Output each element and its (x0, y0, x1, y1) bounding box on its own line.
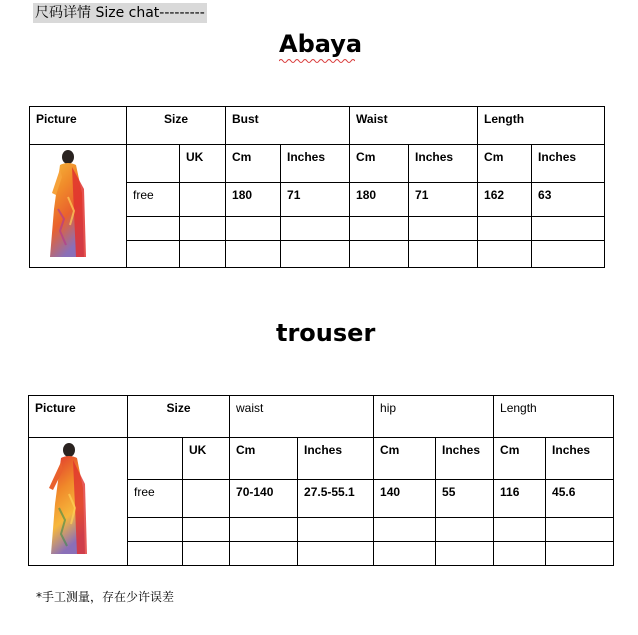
trouser-size-table (28, 395, 614, 566)
length-cm-subheader: Cm (494, 438, 546, 480)
abaya-picture (30, 145, 127, 268)
empty-cell (546, 542, 614, 566)
empty-cell (128, 542, 183, 566)
bust-inches-subheader: Inches (281, 145, 350, 183)
waist-cm-subheader: Cm (230, 438, 298, 480)
empty-cell (230, 518, 298, 542)
empty-cell (409, 217, 478, 241)
empty-cell (281, 241, 350, 268)
waist-inches-value: 27.5-55.1 (298, 480, 374, 518)
uk-subheader: UK (180, 145, 226, 183)
uk-value (180, 183, 226, 217)
waist-cm-value: 180 (350, 183, 409, 217)
empty-cell (436, 542, 494, 566)
waist-cm-value: 70-140 (230, 480, 298, 518)
uk-value (183, 480, 230, 518)
empty-cell (127, 217, 180, 241)
waist-header: Waist (350, 107, 478, 145)
empty-cell (374, 518, 436, 542)
length-inches-value: 45.6 (546, 480, 614, 518)
picture-header: Picture (29, 396, 128, 438)
empty-cell (180, 217, 226, 241)
empty-cell (478, 241, 532, 268)
bust-cm-value: 180 (226, 183, 281, 217)
empty-cell (532, 241, 605, 268)
hip-inches-value: 55 (436, 480, 494, 518)
abaya-model-image (44, 149, 88, 261)
size-empty-subheader (127, 145, 180, 183)
empty-cell (298, 518, 374, 542)
picture-header: Picture (30, 107, 127, 145)
measurement-footnote: *手工测量，存在少许误差 (36, 590, 175, 604)
empty-cell (546, 518, 614, 542)
uk-subheader: UK (183, 438, 230, 480)
length-cm-subheader: Cm (478, 145, 532, 183)
empty-cell (183, 518, 230, 542)
size-header: Size (127, 107, 226, 145)
hip-inches-subheader: Inches (436, 438, 494, 480)
hip-cm-value: 140 (374, 480, 436, 518)
length-inches-subheader: Inches (532, 145, 605, 183)
empty-cell (350, 217, 409, 241)
empty-cell (409, 241, 478, 268)
size-chart-header-note: 尺码详情 Size chat--------- (33, 3, 207, 23)
size-value: free (127, 183, 180, 217)
empty-cell (478, 217, 532, 241)
hip-header: hip (374, 396, 494, 438)
length-header: Length (478, 107, 605, 145)
length-cm-value: 116 (494, 480, 546, 518)
size-empty-subheader (128, 438, 183, 480)
hip-cm-subheader: Cm (374, 438, 436, 480)
empty-cell (374, 542, 436, 566)
empty-cell (230, 542, 298, 566)
trouser-model-image (43, 442, 89, 558)
bust-inches-value: 71 (281, 183, 350, 217)
waist-inches-value: 71 (409, 183, 478, 217)
empty-cell (128, 518, 183, 542)
empty-cell (494, 518, 546, 542)
size-header: Size (128, 396, 230, 438)
abaya-title: Abaya (279, 30, 363, 58)
length-inches-value: 63 (532, 183, 605, 217)
size-value: free (128, 480, 183, 518)
empty-cell (183, 542, 230, 566)
bust-header: Bust (226, 107, 350, 145)
empty-cell (436, 518, 494, 542)
waist-inches-subheader: Inches (298, 438, 374, 480)
length-inches-subheader: Inches (546, 438, 614, 480)
empty-cell (226, 241, 281, 268)
waist-cm-subheader: Cm (350, 145, 409, 183)
length-cm-value: 162 (478, 183, 532, 217)
trouser-title: trouser (276, 319, 376, 347)
empty-cell (298, 542, 374, 566)
length-header: Length (494, 396, 614, 438)
trouser-picture (29, 438, 128, 566)
empty-cell (532, 217, 605, 241)
abaya-size-table (29, 106, 605, 268)
spellcheck-squiggle (279, 58, 355, 63)
bust-cm-subheader: Cm (226, 145, 281, 183)
empty-cell (350, 241, 409, 268)
empty-cell (127, 241, 180, 268)
waist-header: waist (230, 396, 374, 438)
empty-cell (226, 217, 281, 241)
empty-cell (281, 217, 350, 241)
empty-cell (494, 542, 546, 566)
waist-inches-subheader: Inches (409, 145, 478, 183)
empty-cell (180, 241, 226, 268)
